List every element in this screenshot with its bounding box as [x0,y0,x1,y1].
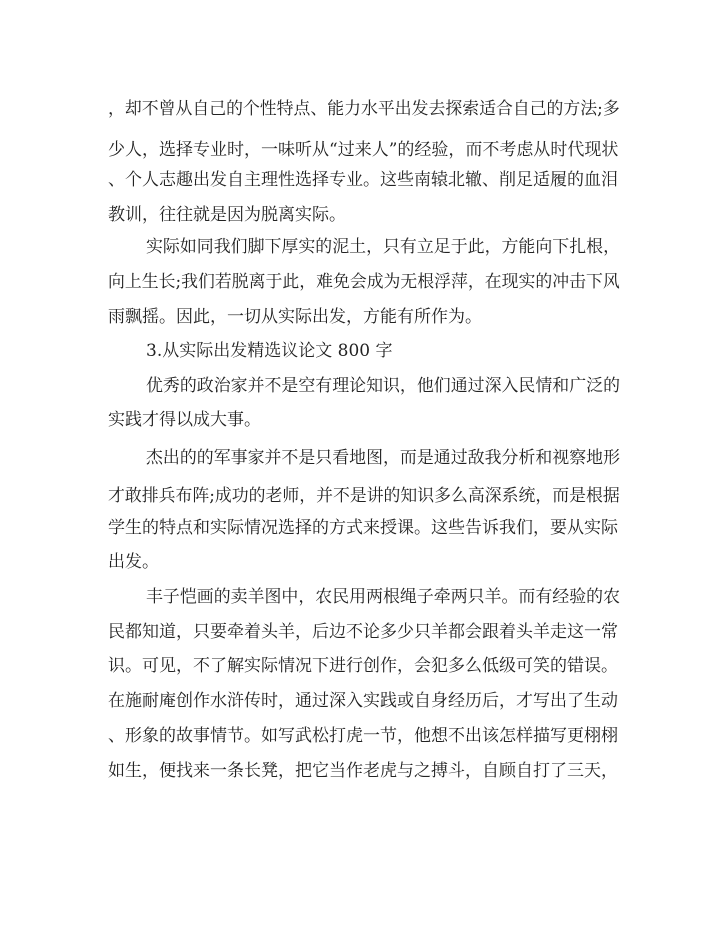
paragraph-5-line-6: 如生，便找来一条长凳，把它当作老虎与之搏斗，自顾自打了三天， [108,761,618,781]
paragraph-4-line-2: 才敢排兵布阵;成功的老师，并不是讲的知识多么高深系统，而是根据 [108,486,620,506]
paragraph-4-line-4: 出发。 [108,552,159,572]
paragraph-1-line-3: 、个人志趣出发自主理性选择专业。这些南辕北辙、削足适履的血泪 [108,170,618,190]
paragraph-3-line-2: 实践才得以成大事。 [108,410,261,430]
section-heading: 3.从实际出发精选议论文 800 字 [146,341,393,361]
paragraph-1-line-2: 少人，选择专业时，一味听从“过来人”的经验，而不考虑从时代现状 [108,140,619,160]
paragraph-4-line-1: 杰出的的军事家并不是只看地图，而是通过敌我分析和视察地形 [146,448,621,468]
paragraph-2-line-1: 实际如同我们脚下厚实的泥土，只有立足于此，方能向下扎根， [146,237,621,257]
paragraph-2-line-3: 雨飘摇。因此，一切从实际出发，方能有所作为。 [108,307,482,327]
paragraph-5-line-3: 识。可见，不了解实际情况下进行创作，会犯多么低级可笑的错误。 [108,656,618,676]
paragraph-4-line-3: 学生的特点和实际情况选择的方式来授课。这些告诉我们，要从实际 [108,518,618,538]
paragraph-1-line-1: ，却不曾从自己的个性特点、能力水平出发去探索适合自己的方法;多 [108,99,620,119]
paragraph-5-line-1: 丰子恺画的卖羊图中，农民用两根绳子牵两只羊。而有经验的农 [146,587,621,607]
paragraph-5-line-4: 在施耐庵创作水浒传时，通过深入实践或自身经历后，才写出了生动 [108,691,618,711]
paragraph-1-line-4: 教训，往往就是因为脱离实际。 [108,205,346,225]
paragraph-2-line-2: 向上生长;我们若脱离于此，难免会成为无根浮萍，在现实的冲击下风 [108,272,620,292]
paragraph-3-line-1: 优秀的政治家并不是空有理论知识，他们通过深入民情和广泛的 [146,376,621,396]
paragraph-5-line-2: 民都知道，只要牵着头羊，后边不论多少只羊都会跟着头羊走这一常 [108,622,618,642]
paragraph-5-line-5: 、形象的故事情节。如写武松打虎一节，他想不出该怎样描写更栩栩 [108,726,618,746]
